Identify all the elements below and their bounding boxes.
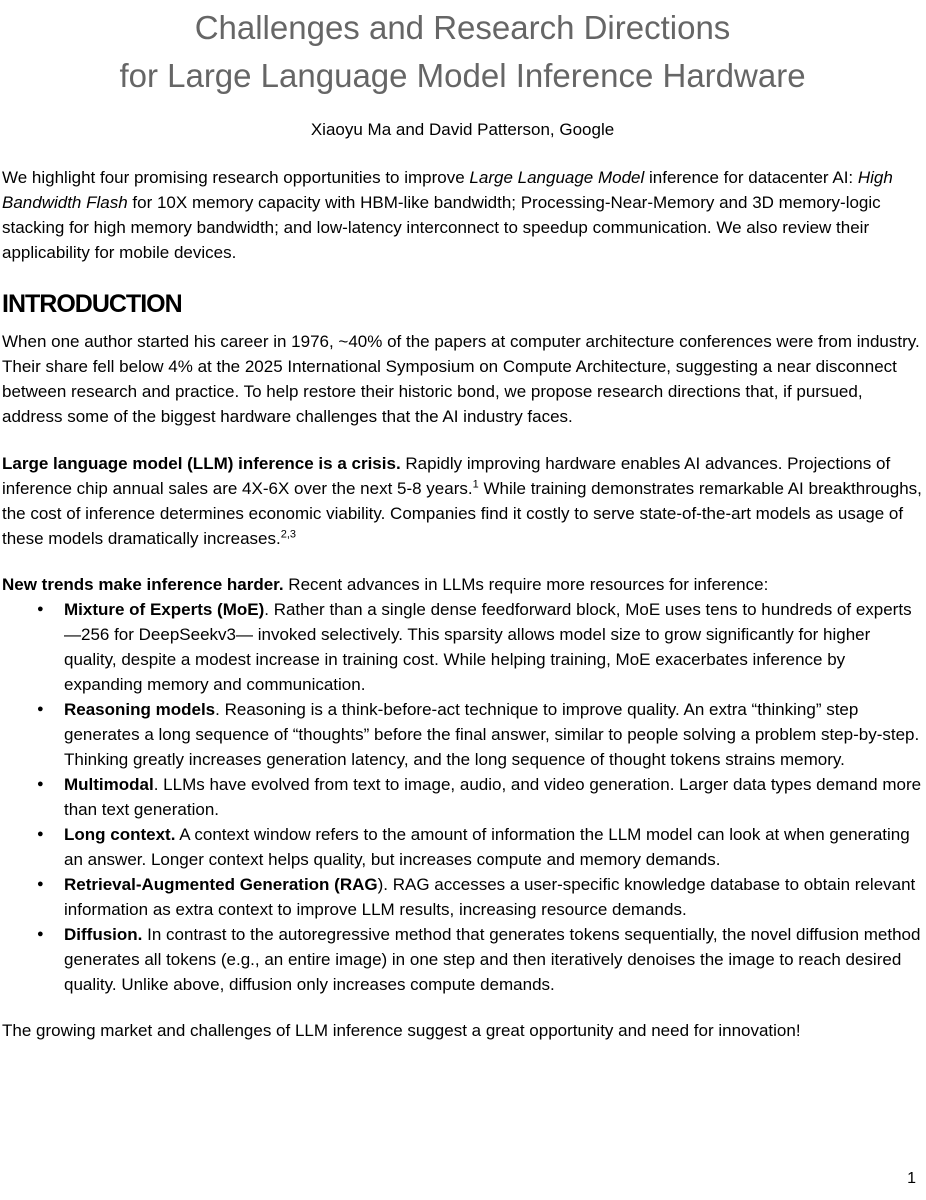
italic-term-large-language-model: Large Language Model (469, 168, 645, 187)
italic-term-high-bandwidth-flash: High Bandwidth Flash (2, 168, 893, 212)
list-item-text: . LLMs have evolved from text to image, audio, and video generation. Larger data types demand more than text generation. (64, 775, 922, 819)
page-title-line-2: for Large Language Model Inference Hardware (119, 57, 806, 94)
list-item-multimodal (37, 772, 923, 822)
list-item-text: ). RAG accesses a user-specific knowledge database to obtain relevant information as extra context to improve LLM results, increasing resource demands. (64, 875, 916, 919)
bullet-icon: ● (37, 778, 44, 790)
list-item-diffusion (37, 922, 923, 997)
crisis-text-1: Rapidly improving hardware enables AI advances. Projections of inference chip annual sales are 4X-6X over the next 5-8 years. (2, 454, 891, 498)
intro-paragraph: When one author started his career in 1976, ~40% of the papers at computer architecture conferences were from industry. Their share fell below 4% at the 2025 International Symposium on Compute Architecture, suggesting a near disconnect between research and practice. To help restore their historic bond, we propose research directions that, if pursued, address some of the biggest hardware challenges that the AI industry faces. (2, 332, 920, 426)
bullet-icon: ● (37, 928, 44, 940)
section-heading-introduction: INTRODUCTION (2, 290, 182, 318)
list-item-text: A context window refers to the amount of information the LLM model can look at when generating an answer. Longer context helps quality, but increases compute and memory demands. (64, 825, 910, 869)
bullet-icon: ● (37, 828, 44, 840)
page-title-line-1: Challenges and Research Directions (194, 9, 731, 46)
list-item-reasoning (37, 697, 923, 772)
list-item-text: . Reasoning is a think-before-act technique to improve quality. An extra “thinking” step generates a long sequence of “thoughts” before the final answer, similar to people solving a problem step-by-step. Thinking greatly increases generation latency, and the long sequence of thought tokens strains memory. (64, 700, 920, 769)
list-item-lead: Reasoning models (64, 700, 216, 719)
page-title (2, 4, 923, 100)
bullet-icon: ● (37, 878, 44, 890)
footnote-ref-1: 1 (472, 478, 479, 491)
crisis-text-2: While training demonstrates remarkable AI breakthroughs, the cost of inference determines economic viability. Companies find it costly to serve state-of-the-art models as usage of these models dramatically increases. (2, 479, 922, 548)
list-item-lead: Mixture of Experts (MoE) (64, 600, 265, 619)
list-item-lead: Long context. (64, 825, 176, 844)
closing-paragraph: The growing market and challenges of LLM inference suggest a great opportunity and need for innovation! (2, 1021, 801, 1040)
abstract-text-1: We highlight four promising research opportunities to improve (2, 168, 470, 187)
list-item-moe (37, 597, 923, 697)
abstract-paragraph (2, 165, 923, 265)
list-item-text: In contrast to the autoregressive method that generates tokens sequentially, the novel diffusion method generates all tokens (e.g., an entire image) in one step and then iteratively denoises the image to reach desired quality. Unlike above, diffusion only increases compute demands. (64, 925, 921, 994)
bullet-icon: ● (37, 603, 44, 615)
crisis-paragraph (2, 451, 923, 551)
abstract-text-2: inference for datacenter AI: (644, 168, 858, 187)
trend-list (2, 597, 923, 997)
trends-lead: New trends make inference harder. (2, 575, 284, 594)
trends-paragraph (2, 572, 923, 597)
list-item-text: . Rather than a single dense feedforward block, MoE uses tens to hundreds of experts—256 for DeepSeekv3— invoked selectively. This sparsity allows model size to grow significantly for higher quality, despite a modest increase in training cost. While helping training, MoE exacerbates inference by expanding memory and communication. (64, 600, 912, 694)
list-item-rag (37, 872, 923, 922)
list-item-lead: Multimodal (64, 775, 154, 794)
byline: Xiaoyu Ma and David Patterson, Google (310, 120, 615, 139)
footnote-ref-2-3: 2,3 (280, 528, 297, 541)
trends-text: Recent advances in LLMs require more resources for inference: (283, 575, 769, 594)
crisis-lead: Large language model (LLM) inference is a crisis. (2, 454, 401, 473)
page-number: 1 (907, 1170, 916, 1187)
bullet-icon: ● (37, 703, 44, 715)
list-item-lead: Diffusion. (64, 925, 143, 944)
abstract-text-3: for 10X memory capacity with HBM-like bandwidth; Processing-Near-Memory and 3D memory-logic stacking for high memory bandwidth; and low-latency interconnect to speedup communication. We also review their applicability for mobile devices. (2, 193, 881, 262)
list-item-lead: Retrieval-Augmented Generation (RAG (64, 875, 378, 894)
list-item-long-context (37, 822, 923, 872)
